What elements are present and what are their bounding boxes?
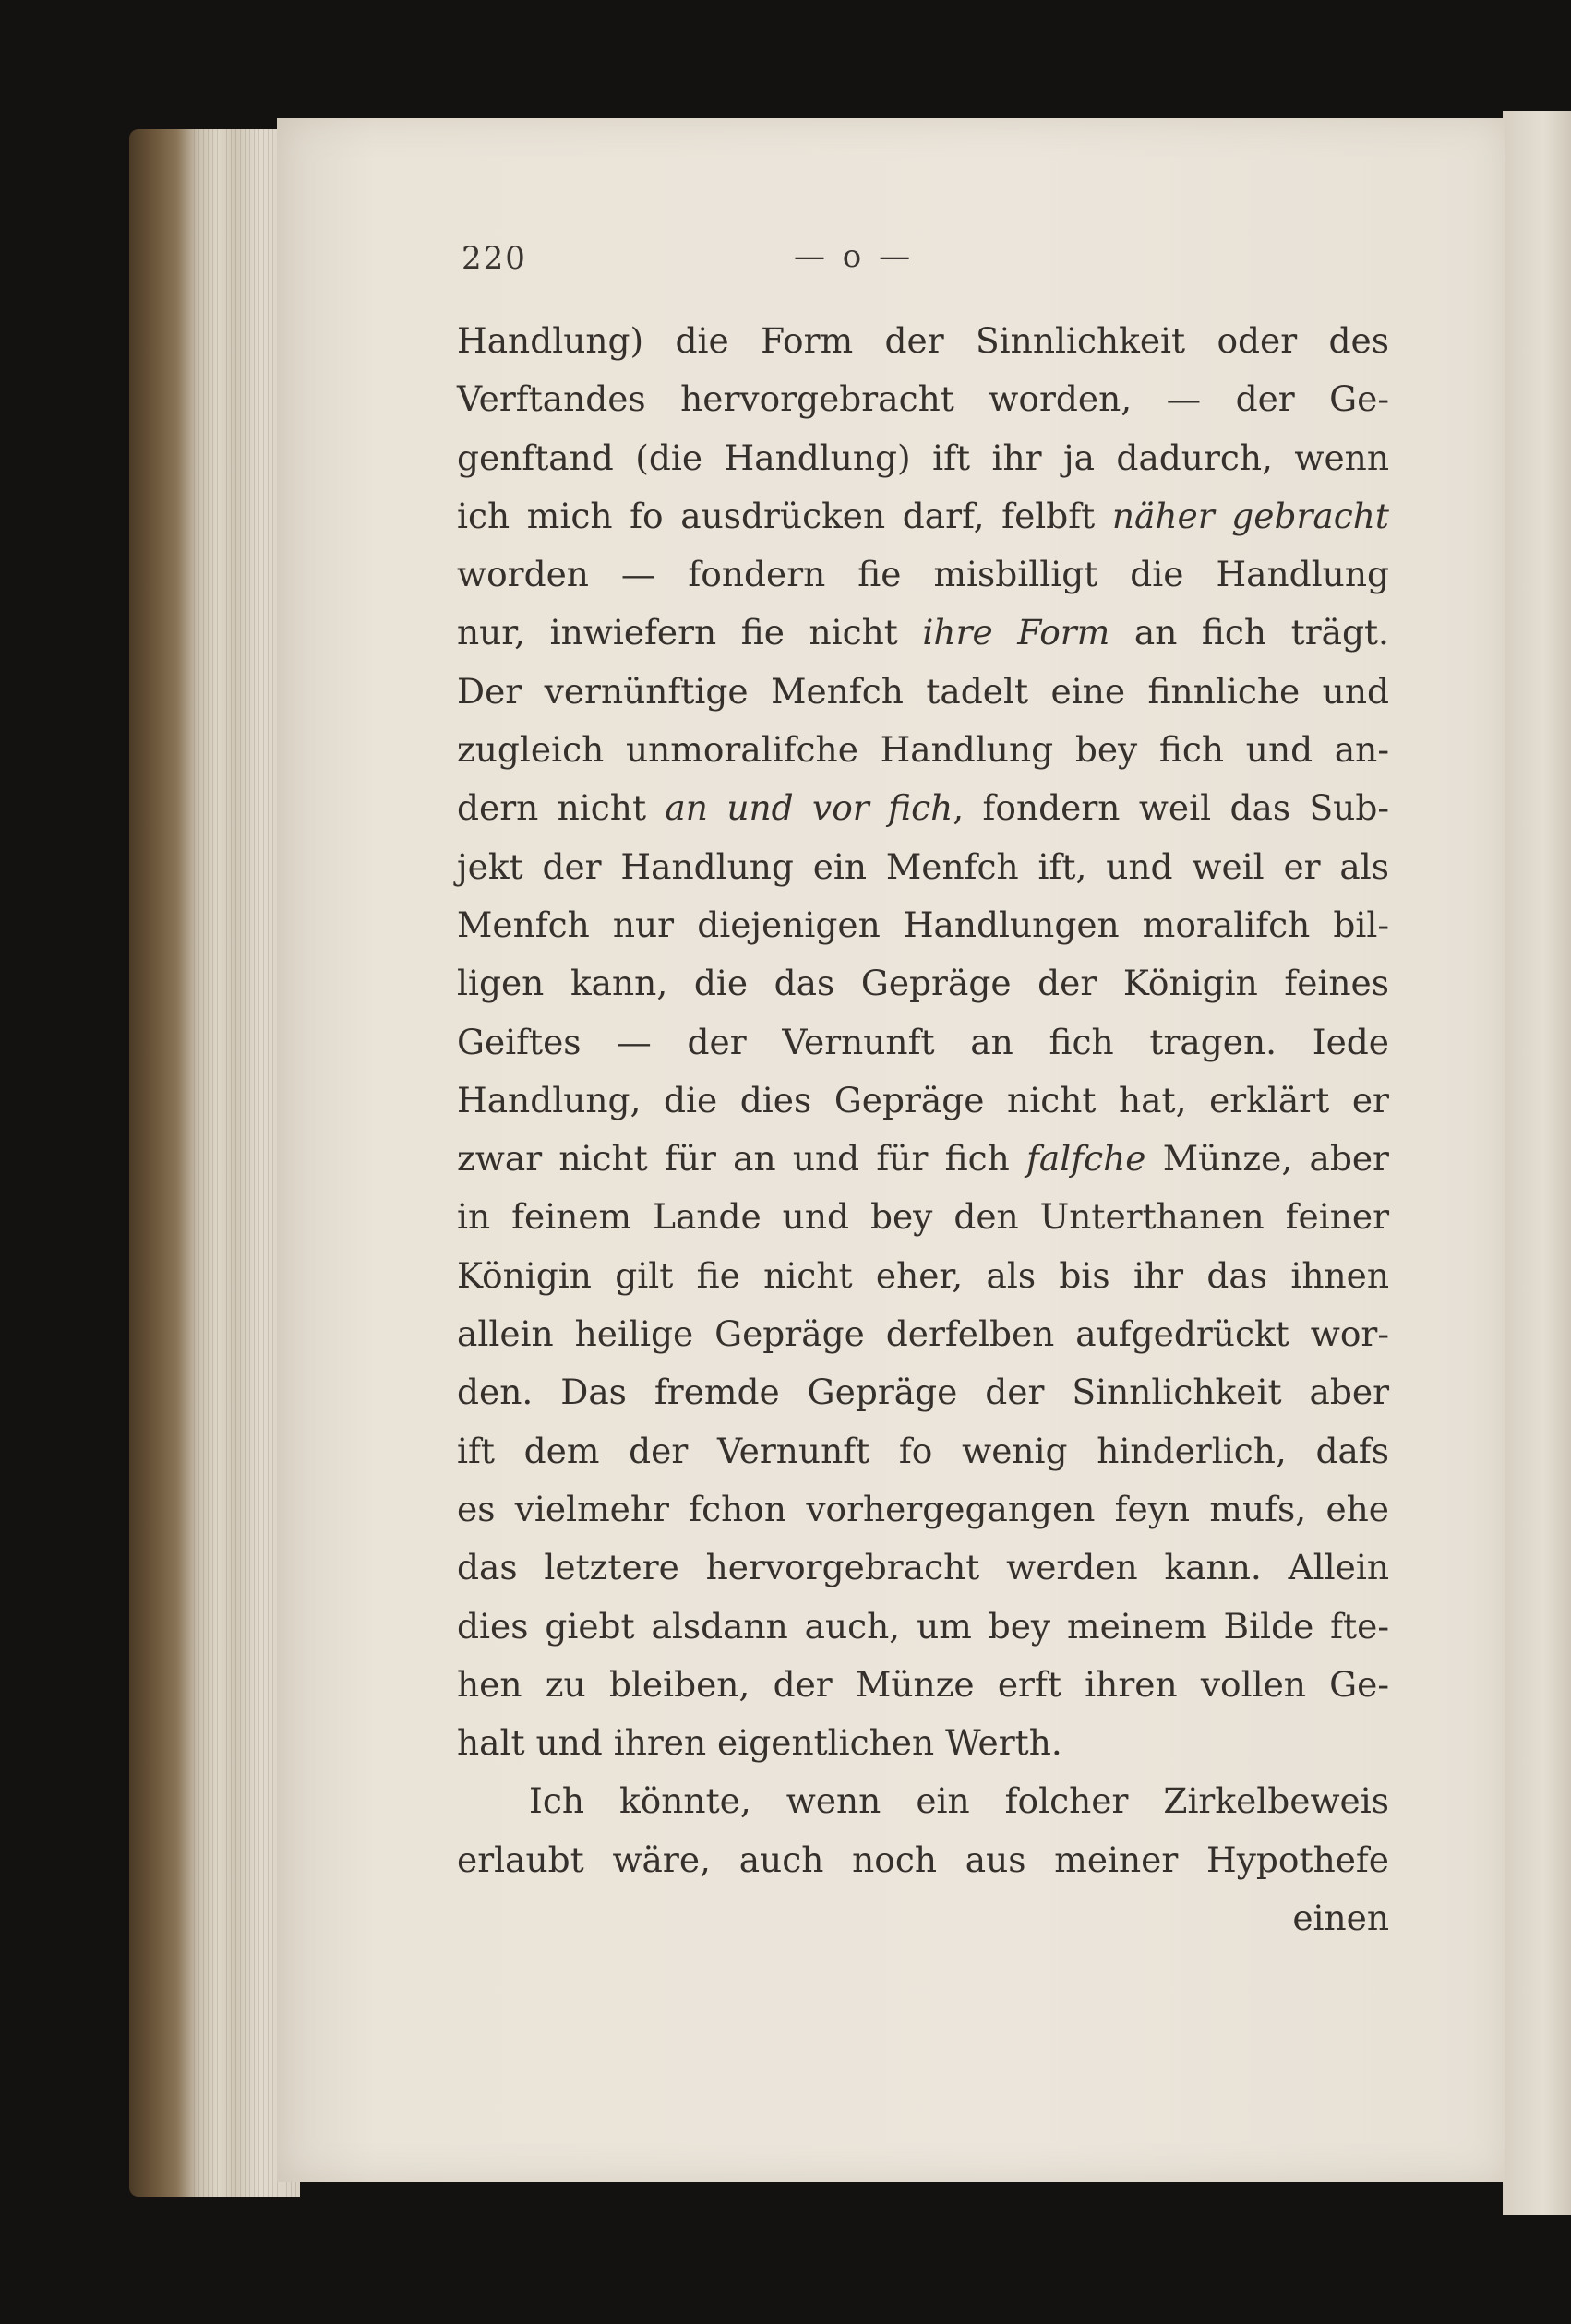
text-run: Menfch nur diejenigen Handlungen moralifch bil- — [457, 904, 1389, 945]
text-run: in feinem Lande und bey den Unterthanen feiner — [457, 1196, 1389, 1238]
page-number: 220 — [462, 240, 527, 277]
text-line — [457, 1072, 1389, 1130]
text-run: halt und ihren eigentlichen Werth. — [457, 1722, 1062, 1764]
text-line — [457, 1247, 1389, 1305]
text-line — [457, 954, 1389, 1012]
emphasized-text: ihre Form — [922, 612, 1110, 653]
text-line — [457, 838, 1389, 896]
emphasized-text: näher gebracht — [1111, 495, 1389, 536]
text-line — [457, 1305, 1389, 1363]
text-run: den. Das fremde Gepräge der Sinnlichkeit aber — [457, 1372, 1389, 1413]
text-line — [457, 1480, 1389, 1539]
book-page — [277, 118, 1505, 2182]
text-line — [457, 1422, 1389, 1480]
text-run: Ich könnte, wenn ein folcher Zirkelbeweis — [529, 1780, 1389, 1822]
text-line — [457, 721, 1389, 779]
text-line — [457, 1714, 1389, 1772]
text-run: nur, inwiefern fie nicht — [457, 612, 923, 653]
text-run: das letztere hervorgebracht werden kann. Allein — [457, 1547, 1389, 1588]
text-line — [457, 663, 1389, 721]
text-line — [457, 896, 1389, 954]
text-run: an fich trägt. — [1109, 612, 1389, 653]
text-run: dies giebt alsdann auch, um bey meinem Bilde fte- — [457, 1605, 1389, 1647]
text-line — [457, 1656, 1389, 1714]
text-run: jekt der Handlung ein Menfch ift, und weil er als — [457, 845, 1389, 887]
text-run: Der vernünftige Menfch tadelt eine finnliche und — [457, 670, 1389, 712]
text-run: worden — fondern fie misbilligt die Handlung — [457, 554, 1389, 595]
text-run: zwar nicht für an und für fich — [457, 1138, 1026, 1180]
text-run: es vielmehr fchon vorhergegangen feyn mufs, ehe — [457, 1488, 1389, 1529]
text-line — [457, 1130, 1389, 1188]
catchword: einen — [1292, 1898, 1389, 1939]
text-line — [457, 487, 1389, 545]
text-run: ich mich fo ausdrücken darf, felbft — [457, 495, 1112, 536]
emphasized-text: falfche — [1026, 1138, 1146, 1180]
text-line — [457, 1188, 1389, 1246]
text-run: , fondern weil das Sub- — [953, 787, 1389, 829]
text-line — [457, 370, 1389, 428]
book-page-stack-left — [129, 129, 300, 2197]
text-line — [457, 1539, 1389, 1597]
text-run: Münze, aber — [1145, 1138, 1389, 1180]
text-run: dern nicht — [457, 787, 666, 829]
text-line — [457, 1598, 1389, 1656]
text-line — [457, 429, 1389, 487]
text-line — [457, 604, 1389, 662]
header-ornament: — o — — [794, 238, 915, 275]
text-run: hen zu bleiben, der Münze erft ihren vollen Ge- — [457, 1663, 1389, 1705]
text-line — [457, 1831, 1389, 1889]
text-line — [457, 1013, 1389, 1072]
text-run: ligen kann, die das Gepräge der Königin feines — [457, 963, 1389, 1004]
text-run: Königin gilt fie nicht eher, als bis ihr das ihnen — [457, 1254, 1389, 1296]
text-run: ift dem der Vernunft fo wenig hinderlich, dafs — [457, 1430, 1389, 1471]
text-run: Geiftes — der Vernunft an fich tragen. Iede — [457, 1021, 1389, 1062]
emphasized-text: an und vor fich — [665, 787, 953, 829]
text-run: genftand (die Handlung) ift ihr ja dadurch, wenn — [457, 437, 1389, 478]
text-line — [457, 312, 1389, 370]
text-line — [457, 1363, 1389, 1421]
text-run: allein heilige Gepräge derfelben aufgedrückt wor- — [457, 1313, 1389, 1355]
text-run: Handlung) die Form der Sinnlichkeit oder des — [457, 320, 1389, 361]
text-line — [457, 545, 1389, 604]
text-run: erlaubt wäre, auch noch aus meiner Hypothefe — [457, 1839, 1389, 1880]
text-run: Handlung, die dies Gepräge nicht hat, erklärt er — [457, 1079, 1389, 1120]
text-run: Verftandes hervorgebracht worden, — der Ge- — [457, 378, 1389, 420]
text-line — [457, 779, 1389, 837]
text-run: zugleich unmoralifche Handlung bey fich und an- — [457, 729, 1389, 771]
page-body-text — [457, 312, 1389, 1947]
text-line — [457, 1772, 1389, 1830]
facing-page-edge — [1503, 111, 1571, 2215]
